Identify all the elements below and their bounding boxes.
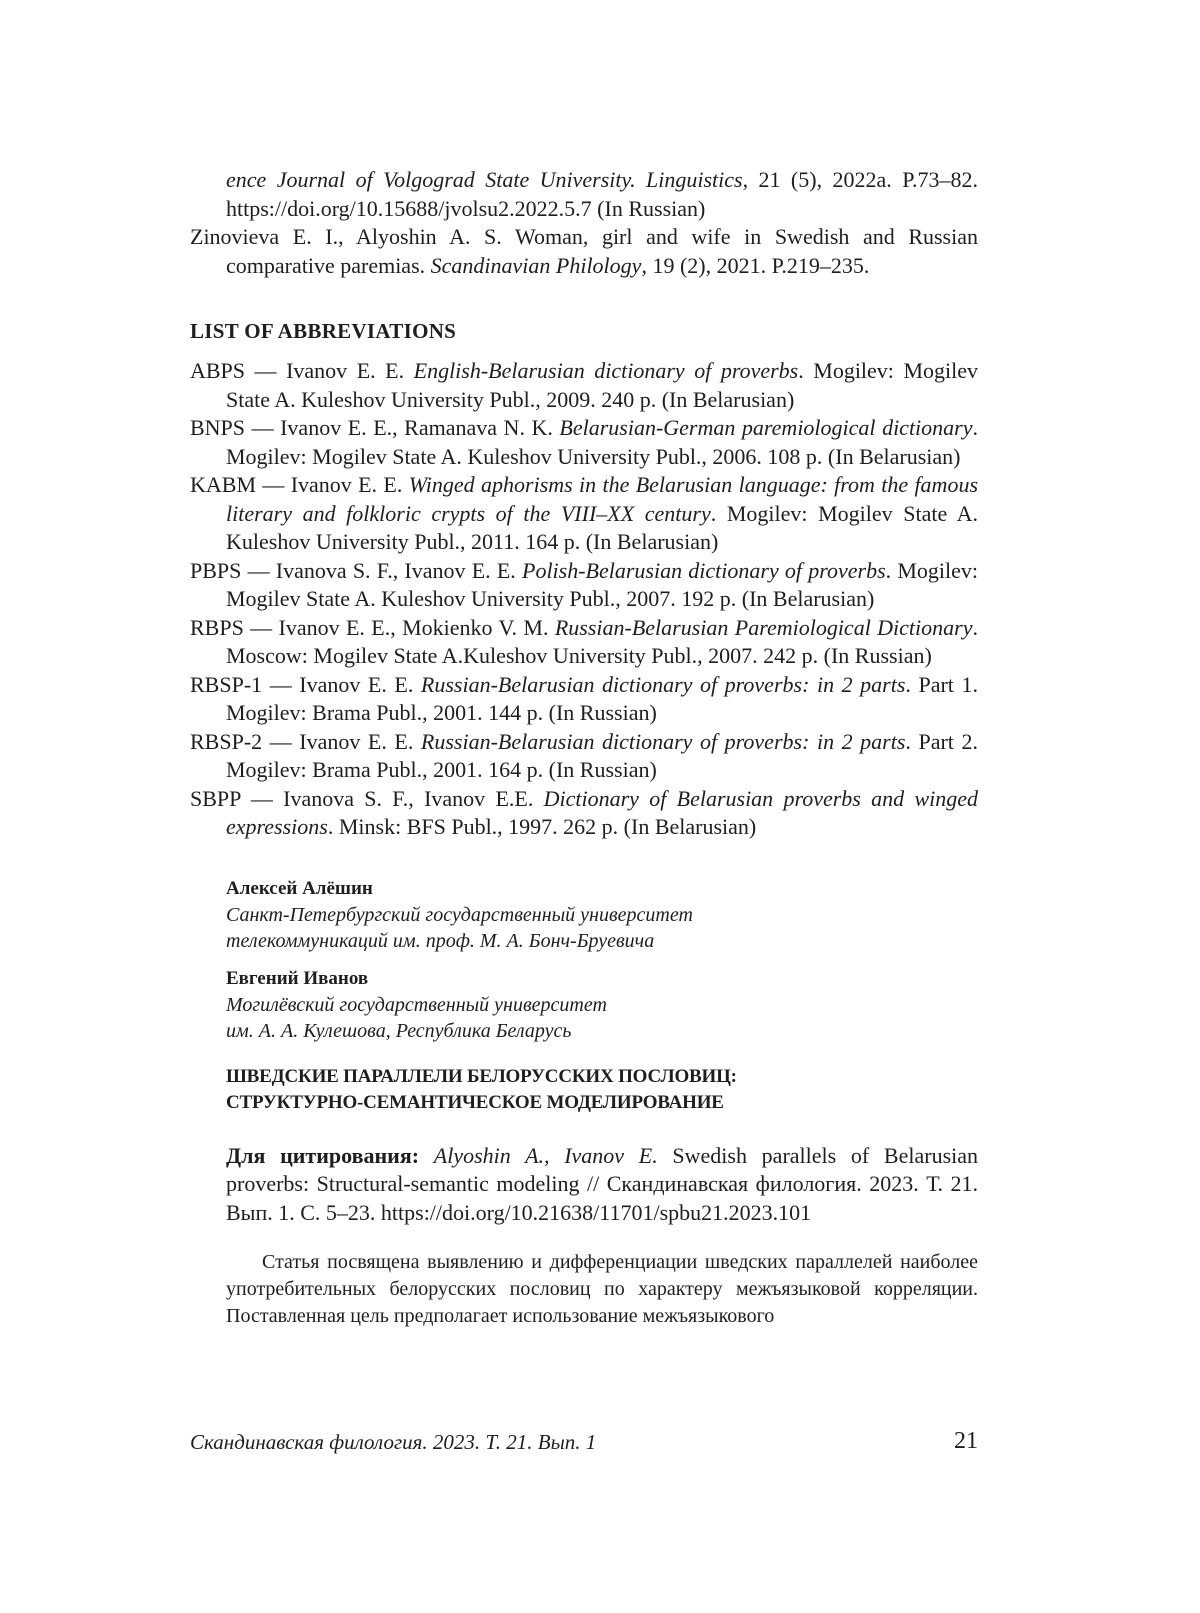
article-title-line: ШВЕДСКИЕ ПАРАЛЛЕЛИ БЕЛОРУССКИХ ПОСЛОВИЦ: [226, 1065, 737, 1087]
abbreviation-code: RBPS — Ivanov E. E., Mokienko V. M. [190, 614, 555, 640]
citation-authors: Alyoshin A., Ivanov E. [433, 1142, 658, 1168]
abbreviation-details: . Mogilev: Mogilev State A. Kuleshov University Publ., 2006. 108 p. (In Belarusian) [226, 415, 978, 469]
abbreviation-title: Russian-Belarusian dictionary of proverbs: in 2 parts [420, 671, 906, 697]
abbreviation-code: SBPP — Ivanova S. F., Ivanov E.E. [190, 785, 544, 811]
reference-details: , 19 (2), 2021. P.219–235. [641, 252, 870, 278]
abbreviation-details: . Mogilev: Mogilev State A. Kuleshov University Publ., 2009. 240 p. (In Belarusian) [226, 358, 978, 412]
abbreviation-code: PBPS — Ivanova S. F., Ivanov E. E. [190, 557, 522, 583]
abbreviation-details: . Part 1. Mogilev: Brama Publ., 2001. 144 p. (In Russian) [226, 671, 978, 725]
author-affiliation-line: Могилёвский государственный университет [226, 993, 607, 1016]
reference-journal-title: ence Journal of Volgograd State University. Linguistics [226, 167, 743, 192]
abbreviation-item [190, 671, 978, 728]
abbreviation-item [190, 728, 978, 785]
article-title-line: СТРУКТУРНО-СЕМАНТИЧЕСКОЕ МОДЕЛИРОВАНИЕ [226, 1091, 724, 1113]
reference-details: , 21 (5), 2022a. P.73–82. https://doi.org/10.15688/jvolsu2.2022.5.7 (In Russian) [226, 167, 978, 221]
reference-authors-title: Zinovieva E. I., Alyoshin A. S. Woman, girl and wife in Swedish and Russian comparative paremias. [190, 224, 978, 278]
author-affiliation-line: Санкт-Петербургский государственный университет [226, 903, 693, 926]
abbreviation-code: KABM — Ivanov E. E. [190, 472, 409, 497]
abbreviation-code: ABPS — Ivanov E. E. [190, 358, 414, 383]
abbreviations-heading: LIST OF ABBREVIATIONS [190, 319, 457, 343]
abbreviation-item [190, 357, 978, 414]
abbreviation-item [190, 614, 978, 671]
author-affiliation-line: телекоммуникаций им. проф. М. А. Бонч-Бруевича [226, 929, 655, 952]
abbreviation-item [190, 471, 978, 557]
citation-block [226, 1142, 978, 1228]
abbreviation-item [190, 557, 978, 614]
abbreviation-item [190, 414, 978, 471]
abbreviation-item [190, 785, 978, 842]
abbreviation-title: Belarusian-German paremiological dictionary [559, 415, 973, 440]
footer-journal: Скандинавская филология. 2023. Т. 21. Вып. 1 [190, 1430, 597, 1454]
reference-continuation [190, 166, 978, 223]
page-body [190, 166, 978, 1330]
citation-label: Для цитирования: [226, 1142, 420, 1168]
abbreviation-title: Russian-Belarusian dictionary of proverbs: in 2 parts [420, 728, 906, 754]
author-name: Евгений Иванов [226, 967, 369, 989]
abstract-paragraph: Статья посвящена выявлению и дифференциации шведских параллелей наиболее употребительных белорусских пословиц по характеру межъязыковой корреляции. Поставленная цель предполагает использование межъязыкового [226, 1251, 978, 1327]
abbreviation-details: . Moscow: Mogilev State A.Kuleshov University Publ., 2007. 242 p. (In Russian) [226, 614, 978, 668]
abbreviation-details: . Part 2. Mogilev: Brama Publ., 2001. 164 p. (In Russian) [226, 728, 978, 782]
reference-journal-title: Scandinavian Philology [430, 252, 642, 278]
author-name: Алексей Алёшин [226, 877, 373, 899]
author-block [226, 876, 978, 954]
article-title [226, 1064, 978, 1116]
abbreviation-title: Polish-Belarusian dictionary of proverbs [522, 557, 886, 583]
reference-zinovieva [190, 223, 978, 280]
abbreviation-code: RBSP-2 — Ivanov E. E. [190, 728, 421, 754]
citation-text: Swedish parallels of Belarusian proverbs: Structural-semantic modeling // Скандинавская филология. 2023. Т. 21. Вып. 1. С. 5–23. https://doi.org/10.21638/11701/spbu21.2023.101 [226, 1142, 979, 1225]
abbreviation-details: . Minsk: BFS Publ., 1997. 262 p. (In Belarusian) [327, 814, 757, 839]
abbreviation-details: . Mogilev: Mogilev State A. Kuleshov University Publ., 2011. 164 p. (In Belarusian) [226, 500, 978, 554]
abbreviation-details: . Mogilev: Mogilev State A. Kuleshov University Publ., 2007. 192 p. (In Belarusian) [226, 557, 979, 611]
abbreviation-title: English-Belarusian dictionary of proverbs [413, 358, 799, 383]
abbreviations-list [190, 357, 978, 842]
page-number: 21 [954, 1428, 978, 1454]
author-block [226, 966, 978, 1044]
author-affiliation-line: им. А. А. Кулешова, Республика Беларусь [226, 1019, 572, 1042]
abbreviation-title: Dictionary of Belarusian proverbs and winged expressions [226, 785, 978, 839]
abbreviation-code: RBSP-1 — Ivanov E. E. [190, 671, 421, 697]
abbreviation-code: BNPS — Ivanov E. E., Ramanava N. K. [190, 415, 560, 440]
abbreviation-title: Russian-Belarusian Paremiological Dictionary [554, 614, 973, 640]
abbreviation-title: Winged aphorisms in the Belarusian language: from the famous literary and folkloric crypts of the VIII–XX century [226, 472, 978, 526]
page-footer [190, 1430, 978, 1455]
